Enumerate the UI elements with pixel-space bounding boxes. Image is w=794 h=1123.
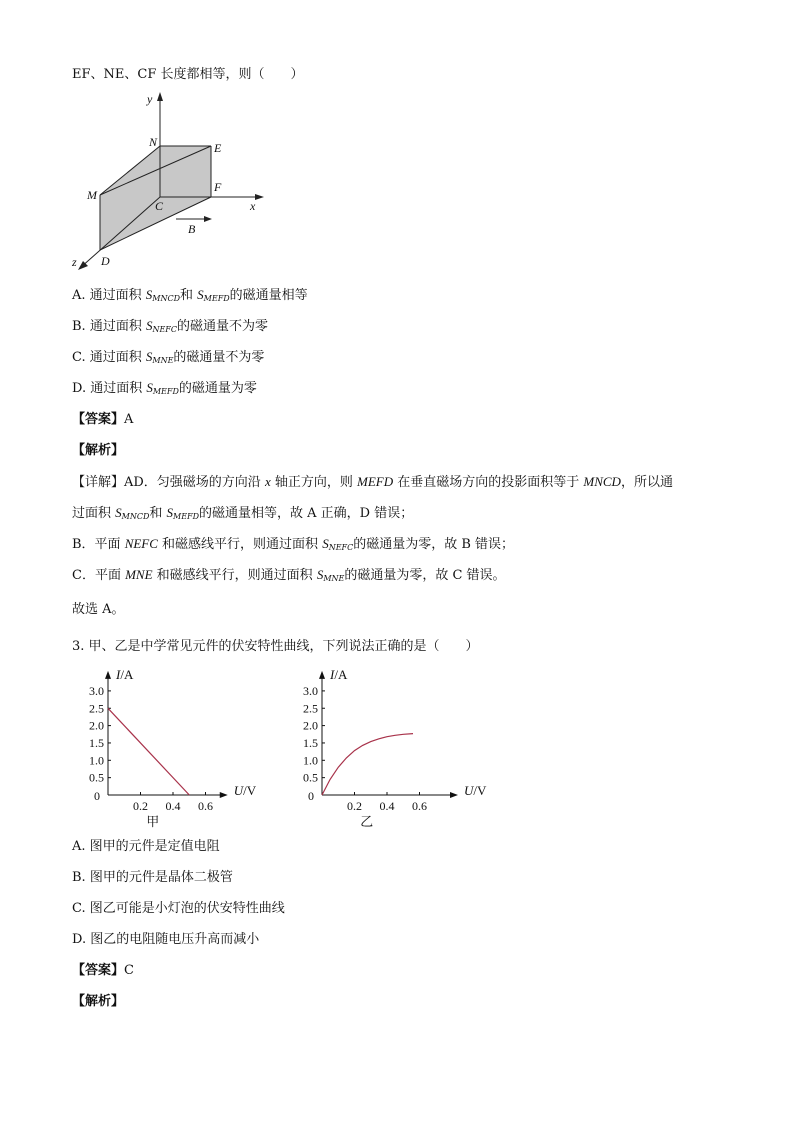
- chart-yi-x-label: [464, 783, 487, 798]
- detail1-suffix: ，所以通: [620, 475, 673, 490]
- q2-option-c-s1: S: [145, 349, 153, 364]
- chart-jia: [78, 664, 288, 832]
- q3-answer: [72, 962, 134, 980]
- q2-option-d-sub1: MEFD: [152, 387, 179, 396]
- chart-yi: [292, 664, 502, 832]
- chart-jia-origin-label: 0: [94, 789, 100, 803]
- q2-answer: [72, 411, 133, 429]
- detail3-mid: 和磁感线平行，则通过面积: [157, 537, 323, 552]
- detail1-mefd: MEFD: [357, 474, 394, 489]
- chart-jia-y-arrowhead: [105, 671, 111, 679]
- q2-option-c-suffix: 的磁通量不为零: [173, 350, 265, 365]
- chart-jia-x-tick-label-1: 0.4: [165, 799, 181, 813]
- chart-yi-x-tick-label-0: 0.2: [347, 799, 362, 813]
- label-f: F: [214, 180, 222, 194]
- q2-option-b-sub1: NEFC: [152, 325, 177, 334]
- chart-yi-y-arrowhead: [319, 671, 325, 679]
- b-arrowhead: [204, 216, 212, 222]
- q2-option-b-suffix: 的磁通量不为零: [176, 319, 268, 334]
- chart-jia-x-tick-label-0: 0.2: [133, 799, 148, 813]
- chart-jia-y-tick-label-5: 3.0: [89, 683, 104, 698]
- detail3-sub1: NEFC: [328, 543, 354, 552]
- chart-jia-x-label-unit: /V: [243, 783, 257, 798]
- detail3-plane: NEFC: [124, 536, 158, 551]
- chart-yi-y-tick-label-1: 1.0: [303, 753, 318, 768]
- q2-option-a-s2: S: [197, 287, 204, 302]
- q2-answer-value: A: [124, 412, 134, 427]
- chart-yi-x-label-var: U: [464, 783, 474, 798]
- chart-jia-x-label-var: U: [233, 783, 244, 798]
- q2-option-d-prefix: D. 通过面积: [72, 381, 147, 396]
- label-m: M: [87, 188, 97, 202]
- q2-analysis-label: 【解析】: [72, 443, 125, 458]
- q3-analysis-label: 【解析】: [72, 994, 125, 1009]
- detail2-s1: S: [115, 505, 122, 520]
- q2-option-d-s1: S: [146, 380, 153, 395]
- chart-yi-y-label-var: I: [330, 666, 335, 682]
- chart-yi-series-0: [322, 734, 413, 795]
- chart-yi-x-tick-label-1: 0.4: [379, 799, 395, 813]
- q2-option-a-suffix: 的磁通量相等: [229, 288, 308, 303]
- q3-option-c: [72, 900, 285, 918]
- q2-option-b: [72, 317, 268, 339]
- q2-detail-line-2: [72, 504, 413, 526]
- q3-option-d-text: D. 图乙的电阻随电压升高而减小: [72, 932, 260, 947]
- label-n: N: [149, 135, 158, 149]
- chart-jia-y-tick-label-2: 1.5: [89, 735, 104, 750]
- chart-yi-y-tick-label-3: 2.0: [303, 718, 318, 733]
- q2-answer-label: 【答案】: [72, 412, 125, 427]
- chart-jia-y-tick-label-1: 1.0: [89, 753, 104, 768]
- q2-option-c: [72, 348, 264, 370]
- label-e: E: [214, 141, 222, 155]
- detail2-sub1: MNCD: [121, 512, 150, 521]
- q3-stem-text: 3. 甲、乙是中学常见元件的伏安特性曲线，下列说法正确的是（ ）: [72, 639, 479, 654]
- detail2-prefix: 过面积: [72, 506, 116, 521]
- label-z: z: [72, 255, 77, 269]
- q3-option-b: [72, 869, 233, 887]
- chart-yi-y-tick-label-4: 2.5: [303, 701, 318, 716]
- q2-conclusion-text: 故选 A。: [72, 602, 125, 617]
- detail1-mid2: 在垂直磁场方向的投影面积等于: [393, 475, 584, 490]
- y-arrowhead: [157, 92, 163, 101]
- label-c: C: [155, 199, 164, 213]
- detail4-s1: S: [316, 567, 324, 582]
- chart-jia-x-label: [234, 783, 257, 798]
- q2-option-a-sub2: MEFD: [203, 294, 230, 303]
- detail1-x: x: [264, 474, 271, 489]
- chart-jia-y-tick-label-4: 2.5: [89, 701, 104, 716]
- q2-option-a-s1: S: [145, 287, 153, 302]
- q2-option-c-sub1: MNE: [152, 356, 174, 365]
- chart-yi-y-tick-label-5: 3.0: [303, 683, 318, 698]
- label-x: x: [250, 199, 256, 213]
- q2-detail-line-3: [72, 535, 514, 557]
- q3-option-a-text: A. 图甲的元件是定值电阻: [72, 839, 220, 854]
- q2-option-b-s1: S: [145, 318, 153, 333]
- q3-answer-label: 【答案】: [72, 963, 125, 978]
- q2-option-c-prefix: C. 通过面积: [72, 350, 146, 365]
- q3-option-a: [72, 838, 220, 856]
- chart-jia-y-tick-label-0: 0.5: [89, 770, 104, 785]
- chart-yi-x-tick-label-2: 0.6: [412, 799, 427, 813]
- chart-yi-x-label-unit: /V: [473, 783, 487, 798]
- detail2-suffix: 的磁通量相等，故 A 正确，D 错误；: [199, 506, 414, 521]
- q2-detail-line-1: [72, 473, 673, 492]
- chart-jia-y-tick-label-3: 2.0: [89, 718, 104, 733]
- detail3-suffix: 的磁通量为零，故 B 错误；: [353, 537, 515, 552]
- chart-yi-y-tick-label-2: 1.5: [303, 735, 318, 750]
- label-y: y: [147, 92, 153, 106]
- q2-magnetic-field-figure: [60, 88, 280, 274]
- detail1-prefix: 【详解】AD．匀强磁场的方向沿: [72, 475, 265, 490]
- q3-option-d: [72, 931, 259, 949]
- detail1-mncd: MNCD: [583, 474, 621, 489]
- detail4-plane: MNE: [125, 567, 153, 582]
- detail4-prefix: C．平面: [72, 568, 126, 583]
- detail3-prefix: B．平面: [72, 537, 125, 552]
- q2-option-d: [72, 379, 257, 401]
- q2-option-a: [72, 286, 308, 308]
- detail2-mid: 和: [149, 506, 167, 521]
- detail1-mid: 轴正方向，则: [270, 475, 357, 490]
- q3-option-b-text: B. 图甲的元件是晶体二极管: [72, 870, 233, 885]
- q3-stem: [72, 638, 479, 656]
- detail3-s1: S: [322, 536, 329, 551]
- q2-option-a-prefix: A. 通过面积: [72, 288, 146, 303]
- q3-answer-value: C: [124, 963, 134, 978]
- x-arrowhead: [255, 194, 264, 200]
- q2-option-a-mid: 和: [180, 288, 198, 303]
- detail4-mid: 和磁感线平行，则通过面积: [152, 568, 317, 583]
- chart-jia-series-0: [108, 708, 189, 795]
- detail4-sub1: MNE: [323, 574, 345, 583]
- chart-yi-origin-label: 0: [308, 789, 314, 803]
- q2-intro: [72, 66, 303, 84]
- chart-yi-x-arrowhead: [450, 792, 458, 798]
- q2-option-d-suffix: 的磁通量为零: [178, 381, 257, 396]
- chart-jia-y-label: [115, 667, 134, 682]
- q2-analysis-heading: [72, 442, 124, 460]
- chart-jia-y-label-var: I: [116, 666, 121, 682]
- q2-intro-text: EF、NE、CF 长度都相等，则（ ）: [72, 67, 304, 82]
- chart-jia-x-arrowhead: [220, 792, 228, 798]
- chart-yi-caption: 乙: [360, 814, 374, 829]
- chart-jia-x-tick-label-2: 0.6: [198, 799, 213, 813]
- chart-yi-y-label-unit: /A: [334, 666, 348, 682]
- chart-jia-y-label-unit: /A: [120, 666, 134, 682]
- q2-conclusion: [72, 601, 125, 619]
- detail2-sub2: MEFD: [173, 512, 200, 521]
- chart-yi-y-label: [329, 667, 348, 682]
- detail4-suffix: 的磁通量为零，故 C 错误。: [344, 568, 506, 583]
- q2-detail-line-4: [72, 566, 506, 588]
- q2-option-b-prefix: B. 通过面积: [72, 319, 146, 334]
- q3-analysis-heading: [72, 993, 124, 1011]
- chart-jia-caption: 甲: [146, 814, 160, 829]
- q3-option-c-text: C. 图乙可能是小灯泡的伏安特性曲线: [72, 901, 285, 916]
- label-b: B: [188, 222, 196, 236]
- label-d: D: [101, 254, 110, 268]
- detail2-s2: S: [166, 505, 174, 520]
- q2-option-a-sub1: MNCD: [152, 294, 181, 303]
- chart-yi-y-tick-label-0: 0.5: [303, 770, 318, 785]
